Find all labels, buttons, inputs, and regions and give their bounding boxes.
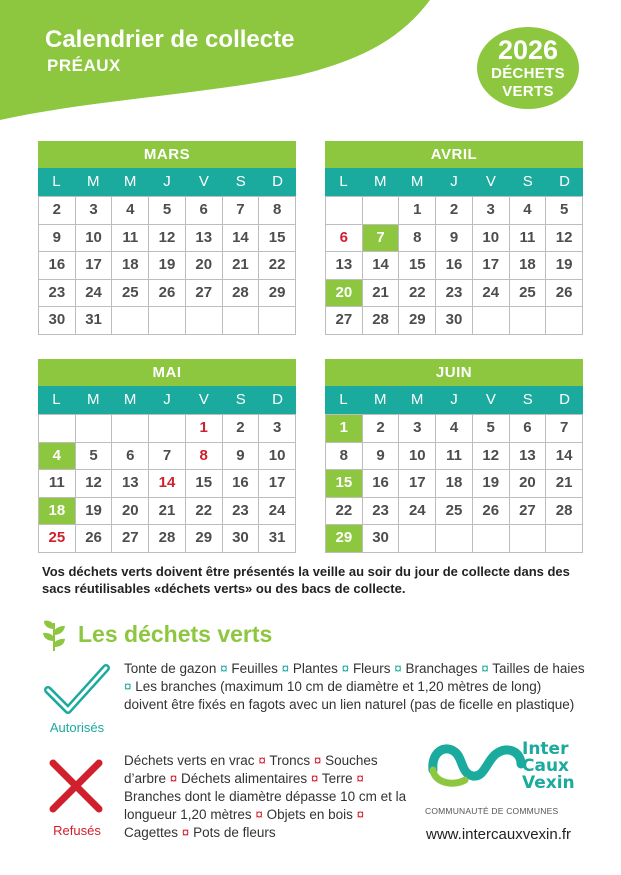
collection-day: 29 [326,525,362,552]
day-cell: 23 [363,498,399,525]
day-cell: 16 [436,252,472,279]
empty-cell [149,307,185,334]
year-badge [474,24,582,112]
day-cell: 2 [436,197,472,224]
day-cell: 24 [259,498,295,525]
day-cell: 25 [112,280,148,307]
month-name: AVRIL [325,141,583,168]
day-cell: 26 [149,280,185,307]
day-cell: 28 [363,307,399,334]
weekday-label: M [87,391,100,408]
list-item: Branches dont le diamètre dépasse 10 cm et la longueur 1,20 mètres [124,789,407,822]
day-cell: 8 [399,225,435,252]
weekday-header [325,386,583,414]
day-cell: 16 [223,470,259,497]
day-cell: 2 [363,415,399,442]
weekday-header [325,168,583,196]
day-cell: 15 [399,252,435,279]
day-cell: 23 [223,498,259,525]
day-cell: 27 [326,307,362,334]
empty-cell [510,307,546,334]
day-grid [325,414,583,553]
cross-icon [47,757,105,815]
day-cell: 9 [223,443,259,470]
empty-cell [473,307,509,334]
separator-icon: ¤ [307,771,322,786]
calendar-month-mars [38,141,296,335]
day-cell: 6 [510,415,546,442]
weekday-label: M [410,173,424,190]
day-cell: 5 [149,197,185,224]
day-cell: 22 [326,498,362,525]
day-cell: 11 [436,443,472,470]
day-cell: 6 [112,443,148,470]
check-icon [44,662,110,716]
day-cell: 20 [186,252,222,279]
list-item: Troncs [269,753,311,768]
empty-cell [546,307,582,334]
separator-icon: ¤ [310,753,326,768]
separator-icon: ¤ [337,661,353,676]
day-cell: 21 [223,252,259,279]
day-cell: 31 [259,525,295,552]
empty-cell [76,415,112,442]
collection-day: 7 [363,225,399,252]
day-cell: 20 [510,470,546,497]
day-cell: 13 [186,225,222,252]
list-item: Déchets alimentaires [181,771,308,786]
intercauxvexin-logo-icon [425,740,525,790]
separator-icon: ¤ [251,807,267,822]
day-cell: 21 [546,470,582,497]
separator-icon: ¤ [178,825,194,840]
day-cell: 23 [39,280,75,307]
collection-day: 4 [39,443,75,470]
day-cell: 21 [363,280,399,307]
empty-cell [546,525,582,552]
day-cell: 3 [76,197,112,224]
weekday-label: J [163,391,171,408]
collection-day: 1 [326,415,362,442]
empty-cell [363,197,399,224]
weekday-label: V [198,391,209,408]
day-cell: 5 [473,415,509,442]
weekday-label: L [339,391,348,408]
weekday-label: M [410,391,424,408]
day-cell: 26 [473,498,509,525]
empty-cell [186,307,222,334]
empty-cell [149,415,185,442]
day-cell: 4 [112,197,148,224]
commune-name: PRÉAUX [47,56,121,75]
day-cell: 12 [76,470,112,497]
day-grid [325,196,583,335]
day-cell: 19 [149,252,185,279]
holiday-day: 14 [149,470,185,497]
day-cell: 28 [546,498,582,525]
day-cell: 25 [510,280,546,307]
day-cell: 14 [546,443,582,470]
weekday-label: D [559,173,570,190]
list-item: Fleurs [352,661,391,676]
day-cell: 4 [510,197,546,224]
day-cell: 9 [436,225,472,252]
badge-line1: DÉCHETS [491,65,565,82]
list-item: Tonte de gazon [124,661,217,676]
weekday-label: M [374,173,387,190]
weekday-label: M [87,173,100,190]
list-item: Déchets verts en vrac [124,753,255,768]
empty-cell [223,307,259,334]
list-item: Tailles de haies [492,661,585,676]
day-cell: 17 [399,470,435,497]
day-cell: 15 [186,470,222,497]
empty-cell [510,525,546,552]
day-cell: 26 [546,280,582,307]
refused-items [124,752,408,842]
logo-wordmark [522,741,582,792]
day-cell: 29 [399,307,435,334]
weekday-header [38,386,296,414]
day-cell: 23 [436,280,472,307]
list-item: Pots de fleurs [193,825,276,840]
separator-icon: ¤ [477,661,493,676]
day-cell: 6 [186,197,222,224]
calendar-month-juin [325,359,583,553]
empty-cell [112,307,148,334]
list-item: Branchages [405,661,478,676]
logo-line3: Vexin [522,773,575,793]
day-grid [38,414,296,553]
day-cell: 7 [223,197,259,224]
logo-line2: Caux [522,756,570,776]
empty-cell [259,307,295,334]
day-grid [38,196,296,335]
empty-cell [326,197,362,224]
day-cell: 13 [112,470,148,497]
day-cell: 10 [399,443,435,470]
section-title: Les déchets verts [78,621,273,647]
day-cell: 3 [399,415,435,442]
day-cell: 17 [259,470,295,497]
list-item: Les branches (maximum 10 cm de diamètre et 1,20 mètres de long) doivent être fixés en fagots avec un lien naturel (pas de ficelle en plastique) [124,679,575,712]
weekday-label: L [52,173,61,190]
day-cell: 17 [76,252,112,279]
day-cell: 28 [223,280,259,307]
day-cell: 3 [259,415,295,442]
weekday-label: L [339,173,348,190]
month-name: JUIN [325,359,583,386]
day-cell: 31 [76,307,112,334]
holiday-day: 8 [186,443,222,470]
day-cell: 2 [223,415,259,442]
day-cell: 11 [510,225,546,252]
separator-icon: ¤ [277,661,293,676]
day-cell: 30 [436,307,472,334]
day-cell: 11 [39,470,75,497]
day-cell: 22 [259,252,295,279]
day-cell: 16 [39,252,75,279]
day-cell: 5 [76,443,112,470]
day-cell: 28 [149,525,185,552]
day-cell: 7 [546,415,582,442]
separator-icon: ¤ [352,807,365,822]
weekday-label: V [485,391,496,408]
refused-label: Refusés [53,823,101,838]
day-cell: 25 [436,498,472,525]
empty-cell [436,525,472,552]
weekday-label: V [198,173,209,190]
day-cell: 24 [399,498,435,525]
badge-year: 2026 [497,35,559,65]
day-cell: 21 [149,498,185,525]
holiday-day: 25 [39,525,75,552]
day-cell: 27 [186,280,222,307]
weekday-label: S [235,391,246,408]
day-cell: 5 [546,197,582,224]
separator-icon: ¤ [352,771,364,786]
day-cell: 27 [112,525,148,552]
day-cell: 7 [149,443,185,470]
calendar-month-avril [325,141,583,335]
list-item: Plantes [292,661,338,676]
accepted-label: Autorisés [49,720,105,735]
day-cell: 9 [363,443,399,470]
day-cell: 27 [510,498,546,525]
holiday-day: 6 [326,225,362,252]
list-item: Objets en bois [266,807,353,822]
empty-cell [39,415,75,442]
day-cell: 13 [510,443,546,470]
day-cell: 4 [436,415,472,442]
day-cell: 19 [546,252,582,279]
separator-icon: ¤ [390,661,406,676]
weekday-label: J [450,173,458,190]
weekday-label: M [123,173,137,190]
page-title: Calendrier de collecte [45,26,295,53]
calendar-month-mai [38,359,296,553]
separator-icon: ¤ [124,679,136,694]
day-cell: 16 [363,470,399,497]
day-cell: 3 [473,197,509,224]
weekday-label: L [52,391,61,408]
day-cell: 12 [473,443,509,470]
weekday-label: S [522,391,533,408]
logo-subtitle: COMMUNAUTÉ DE COMMUNES [425,806,559,816]
weekday-label: M [123,391,137,408]
empty-cell [399,525,435,552]
day-cell: 22 [186,498,222,525]
month-name: MARS [38,141,296,168]
day-cell: 8 [326,443,362,470]
collection-day: 18 [39,498,75,525]
weekday-label: M [374,391,387,408]
day-cell: 26 [76,525,112,552]
holiday-day: 1 [186,415,222,442]
day-cell: 10 [76,225,112,252]
day-cell: 9 [39,225,75,252]
website-link[interactable]: www.intercauxvexin.fr [426,826,572,843]
leaf-icon [40,617,68,651]
day-cell: 30 [363,525,399,552]
day-cell: 11 [112,225,148,252]
weekday-label: V [485,173,496,190]
weekday-label: D [272,391,283,408]
weekday-label: S [522,173,533,190]
empty-cell [473,525,509,552]
day-cell: 13 [326,252,362,279]
day-cell: 17 [473,252,509,279]
day-cell: 19 [473,470,509,497]
collection-notice: Vos déchets verts doivent être présentés la veille au soir du jour de collecte dans des sacs réutilisables «déchets verts» ou des bacs de collecte. [42,564,570,596]
day-cell: 14 [363,252,399,279]
day-cell: 24 [76,280,112,307]
day-cell: 24 [473,280,509,307]
day-cell: 12 [149,225,185,252]
logo-line1: Inter [522,739,569,759]
weekday-label: D [559,391,570,408]
day-cell: 2 [39,197,75,224]
collection-day: 20 [326,280,362,307]
accepted-items [124,660,586,714]
day-cell: 30 [223,525,259,552]
list-item: Feuilles [231,661,278,676]
empty-cell [112,415,148,442]
day-cell: 14 [223,225,259,252]
day-cell: 12 [546,225,582,252]
day-cell: 18 [112,252,148,279]
day-cell: 10 [259,443,295,470]
badge-line2: VERTS [502,83,554,100]
list-item: Cagettes [124,825,179,840]
day-cell: 29 [259,280,295,307]
weekday-label: J [450,391,458,408]
list-item: Terre [321,771,353,786]
day-cell: 15 [259,225,295,252]
day-cell: 8 [259,197,295,224]
weekday-label: S [235,173,246,190]
collection-day: 15 [326,470,362,497]
separator-icon: ¤ [254,753,270,768]
day-cell: 19 [76,498,112,525]
day-cell: 30 [39,307,75,334]
weekday-label: D [272,173,283,190]
weekday-label: J [163,173,171,190]
separator-icon: ¤ [216,661,232,676]
day-cell: 10 [473,225,509,252]
weekday-header [38,168,296,196]
list-item: Souches d’arbre [124,753,378,786]
day-cell: 1 [399,197,435,224]
day-cell: 22 [399,280,435,307]
separator-icon: ¤ [166,771,182,786]
day-cell: 18 [436,470,472,497]
month-name: MAI [38,359,296,386]
day-cell: 18 [510,252,546,279]
day-cell: 20 [112,498,148,525]
day-cell: 29 [186,525,222,552]
